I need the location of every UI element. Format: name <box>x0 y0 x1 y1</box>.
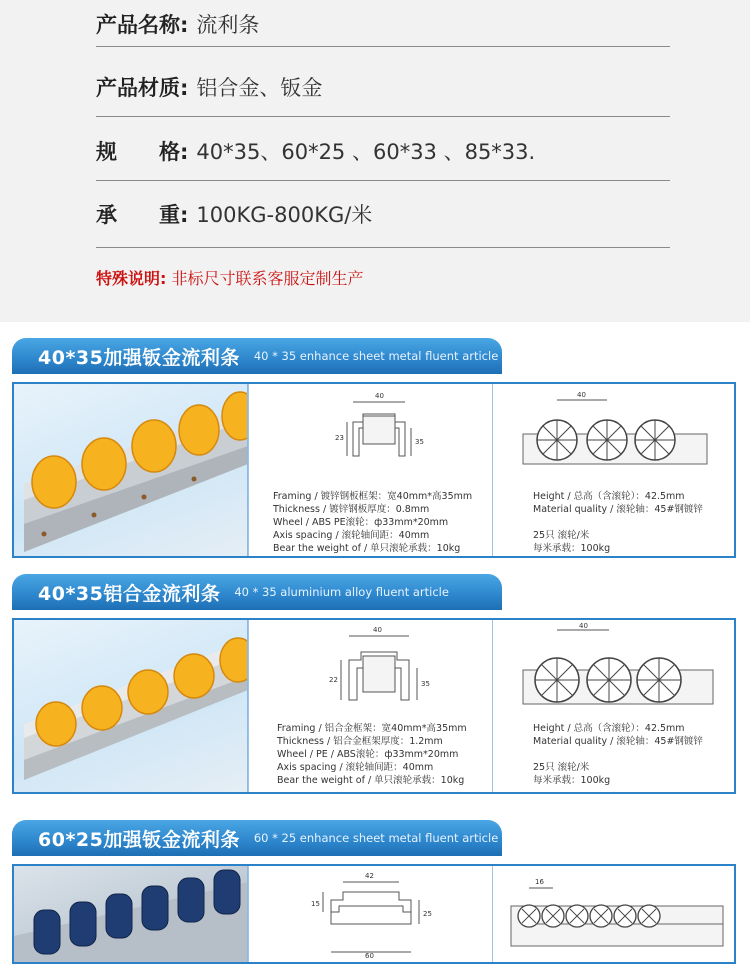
side-view-drawing <box>493 620 735 720</box>
spec-size-label: 规 格: <box>96 140 189 164</box>
divider <box>96 180 670 181</box>
right-spec-list <box>533 722 703 787</box>
spec-line: Material quality / 滚轮轴：45#钢镀锌 <box>533 736 703 747</box>
cross-section-drawing <box>249 620 493 720</box>
section-title: 40*35铝合金流利条 <box>38 582 221 605</box>
dim-inner-label: 15 <box>311 900 320 908</box>
spec-line: Bear the weight of / 单只滚轮承载：10kg <box>277 775 465 786</box>
side-view-drawing <box>493 384 735 484</box>
spec-line: Height / 总高（含滚轮）：42.5mm <box>533 723 685 734</box>
dim-spacing-label: 16 <box>535 878 544 886</box>
dim-inner-label: 22 <box>329 676 338 684</box>
special-note-value: 非标尺寸联系客服定制生产 <box>171 269 364 288</box>
spacer <box>533 516 703 529</box>
spec-line: Material quality / 滚轮轴：45#钢镀锌 <box>533 504 703 515</box>
side-view-cell <box>492 866 734 962</box>
spec-name-value: 流利条 <box>196 13 260 37</box>
spec-card <box>12 382 736 558</box>
section-title: 60*25加强钣金流利条 <box>38 828 240 851</box>
product-section-1 <box>12 338 736 560</box>
side-view-drawing <box>493 866 735 962</box>
spec-card <box>12 864 736 964</box>
spec-load-value: 100KG-800KG/米 <box>196 203 373 227</box>
section-banner <box>12 820 502 856</box>
dim-inner-label: 23 <box>335 434 344 442</box>
dim-height-label: 25 <box>423 910 432 918</box>
dim-width-label: 40 <box>373 626 382 634</box>
dim-base-label: 60 <box>365 952 374 960</box>
spec-size-value: 40*35、60*25 、60*33 、85*33. <box>196 140 536 164</box>
spec-name-row <box>96 8 670 40</box>
spec-size-row <box>96 135 670 167</box>
divider <box>96 116 670 117</box>
spec-material-label: 产品材质: <box>96 76 189 100</box>
spec-name-label: 产品名称: <box>96 13 189 37</box>
spec-card <box>12 618 736 794</box>
product-section-2 <box>12 574 736 796</box>
dim-width-label: 42 <box>365 872 374 880</box>
product-photo <box>14 866 248 962</box>
spacer <box>533 748 703 761</box>
section-banner <box>12 574 502 610</box>
dim-height-label: 35 <box>421 680 430 688</box>
spec-line: Axis spacing / 滚轮轴间距：40mm <box>277 762 434 773</box>
section-subtitle: 40 * 35 aluminium alloy fluent article <box>234 585 449 599</box>
section-subtitle: 60 * 25 enhance sheet metal fluent article <box>253 831 499 845</box>
spec-line: Wheel / PE / ABS滚轮：ф33mm*20mm <box>277 749 459 760</box>
cross-section-cell <box>248 384 492 556</box>
left-spec-list <box>273 490 472 555</box>
cross-section-cell <box>248 620 492 792</box>
dim-spacing-label: 40 <box>579 622 588 630</box>
special-note <box>96 266 364 289</box>
spec-load-label: 承 重: <box>96 203 189 227</box>
spec-line: Thickness / 铝合金框架厚度：1.2mm <box>277 736 443 747</box>
section-subtitle: 40 * 35 enhance sheet metal fluent article <box>253 349 499 363</box>
spec-line: 每米承载：100kg <box>533 775 611 786</box>
special-note-label: 特殊说明: <box>96 269 167 288</box>
spec-load-row <box>96 198 670 230</box>
spec-line: Height / 总高（含滚轮）：42.5mm <box>533 491 685 502</box>
product-spec-panel <box>0 0 750 322</box>
product-photo <box>14 384 248 556</box>
cross-section-cell <box>248 866 492 962</box>
dim-width-label: 40 <box>375 392 384 400</box>
spec-line: 每米承载：100kg <box>533 543 611 554</box>
spec-line: Wheel / ABS PE滚轮：ф33mm*20mm <box>273 517 449 528</box>
divider <box>96 46 670 47</box>
spec-line: Thickness / 镀锌钢板厚度：0.8mm <box>273 504 430 515</box>
spec-line: Framing / 铝合金框架：宽40mm*高35mm <box>277 723 467 734</box>
dim-spacing-label: 40 <box>577 391 586 399</box>
spec-line: Axis spacing / 滚轮轴间距：40mm <box>273 530 430 541</box>
left-spec-list <box>277 722 467 787</box>
side-view-cell <box>492 620 734 792</box>
right-spec-list <box>533 490 703 555</box>
section-title: 40*35加强钣金流利条 <box>38 346 240 369</box>
side-view-cell <box>492 384 734 556</box>
spec-material-value: 铝合金、钣金 <box>196 76 323 100</box>
spec-material-row <box>96 71 670 103</box>
divider <box>96 247 670 248</box>
section-banner <box>12 338 502 374</box>
spec-line: Bear the weight of / 单只滚轮承载：10kg <box>273 543 461 554</box>
spec-line: 25只 滚轮/米 <box>533 530 590 541</box>
dim-height-label: 35 <box>415 438 424 446</box>
spec-line: Framing / 镀锌钢板框架：宽40mm*高35mm <box>273 491 473 502</box>
product-photo <box>14 620 248 792</box>
cross-section-drawing <box>249 384 493 484</box>
spec-line: 25只 滚轮/米 <box>533 762 590 773</box>
product-section-3 <box>12 820 736 960</box>
